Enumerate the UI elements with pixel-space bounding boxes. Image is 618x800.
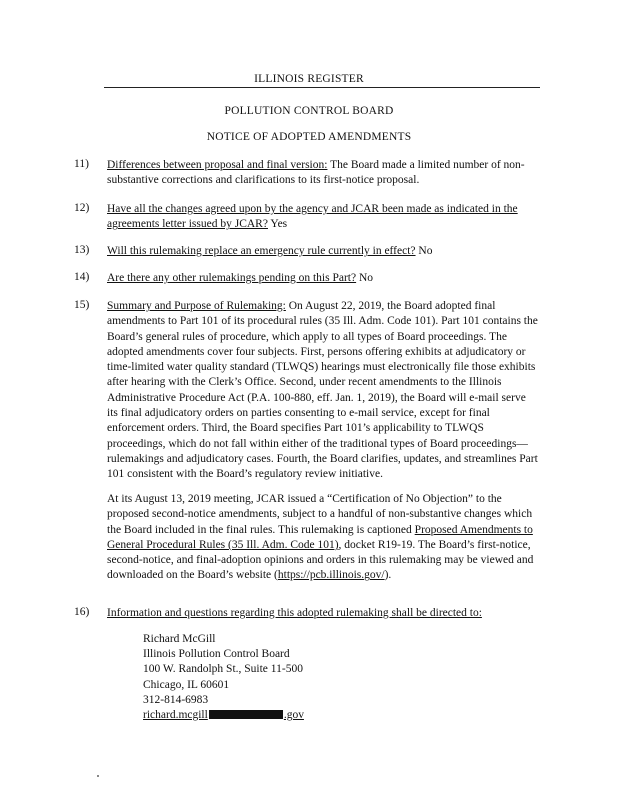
contact-block <box>143 632 304 723</box>
register-title: ILLINOIS REGISTER <box>254 73 364 85</box>
item-answer: Yes <box>267 218 288 231</box>
item-text <box>107 606 539 621</box>
item-answer: The Board made a limited number of non-substantive corrections and clarifications to its first-notice proposal. <box>107 159 525 187</box>
board-website-link[interactable]: https://pcb.illinois.gov/ <box>277 569 385 582</box>
item-question: Summary and Purpose of Rulemaking: <box>107 300 286 312</box>
item-text <box>107 299 539 483</box>
item-number: 15) <box>74 299 90 311</box>
item-question: Are there any other rulemakings pending on this Part? <box>107 272 357 284</box>
email-end: .gov <box>283 709 304 722</box>
item-question: Differences between proposal and final version: <box>107 159 328 171</box>
contact-name: Richard McGill <box>143 633 216 645</box>
header-rule <box>104 87 540 88</box>
item-text <box>107 244 539 259</box>
item-text <box>107 158 539 189</box>
contact-email[interactable] <box>143 708 304 723</box>
contact-street: 100 W. Randolph St., Suite 11-500 <box>143 663 303 676</box>
item-text <box>107 202 539 233</box>
item-question: Information and questions regarding this adopted rulemaking shall be directed to: <box>107 607 482 619</box>
item-number: 13) <box>74 244 90 256</box>
scan-speck <box>97 775 99 777</box>
jcar-paragraph <box>107 492 539 584</box>
contact-phone: 312-814-6983 <box>143 693 209 706</box>
jcar-text-middle: , docket R19-19. The Board’s first-notice, second-notice, and final-adoption opinions and orders in this rulemaking may be viewed and downloaded on the Board’s website ( <box>107 538 534 582</box>
item-number: 14) <box>74 271 90 283</box>
contact-organization: Illinois Pollution Control Board <box>143 648 290 661</box>
item-number: 16) <box>74 606 90 618</box>
item-text <box>107 271 539 286</box>
item-answer: No <box>356 272 374 284</box>
redaction-mark <box>209 710 283 719</box>
item-number: 11) <box>74 158 89 170</box>
item-number: 12) <box>74 202 90 214</box>
agency-title: POLLUTION CONTROL BOARD <box>224 105 394 117</box>
jcar-text-after: ). <box>384 569 392 582</box>
notice-title: NOTICE OF ADOPTED AMENDMENTS <box>206 131 412 143</box>
rulemaking-caption: Proposed Amendments to General Procedural Rules (35 Ill. Adm. Code 101) <box>107 523 533 551</box>
item-question: Will this rulemaking replace an emergency rule currently in effect? <box>107 245 416 257</box>
email-start: richard.mcgill <box>143 709 208 722</box>
jcar-text-before: At its August 13, 2019 meeting, JCAR issued a “Certification of No Objection” to the proposed second-notice amendments, subject to a handful of non-substantive changes which the Board included in the final rules. This rulemaking is captioned <box>107 493 533 536</box>
item-answer: No <box>415 245 433 257</box>
item-question: Have all the changes agreed upon by the agency and JCAR been made as indicated in the agreements letter issued by JCAR? <box>107 203 518 231</box>
item-answer: On August 22, 2019, the Board adopted final amendments to Part 101 of its procedural rules (35 Ill. Adm. Code 101). Part 101 contains the Board’s general rules of procedure, which apply to all types of Board proceedings. The adopted amendments cover four subjects. First, persons offering exhibits at adjudicatory or time-limited water quality standard (TLWQS) hearings must electronically file those exhibits after hearing with the Clerk’s Office. Second, under recent amendments to the Illinois Administrative Procedure Act (P.A. 100-880, eff. Jan. 1, 2019), the Board will e-mail serve its final adjudicatory orders on parties consenting to e-mail service, except for final enforcement orders. Third, the Board specifies Part 101’s applicability to TLWQS proceedings, which do not fall within either of the traditional types of Board proceedings—rulemakings and adjudicatory cases. Fourth, the Board clarifies, updates, and streamlines Part 101 consistent with the Board’s regulatory review initiative. <box>107 300 538 481</box>
contact-city: Chicago, IL 60601 <box>143 678 230 691</box>
